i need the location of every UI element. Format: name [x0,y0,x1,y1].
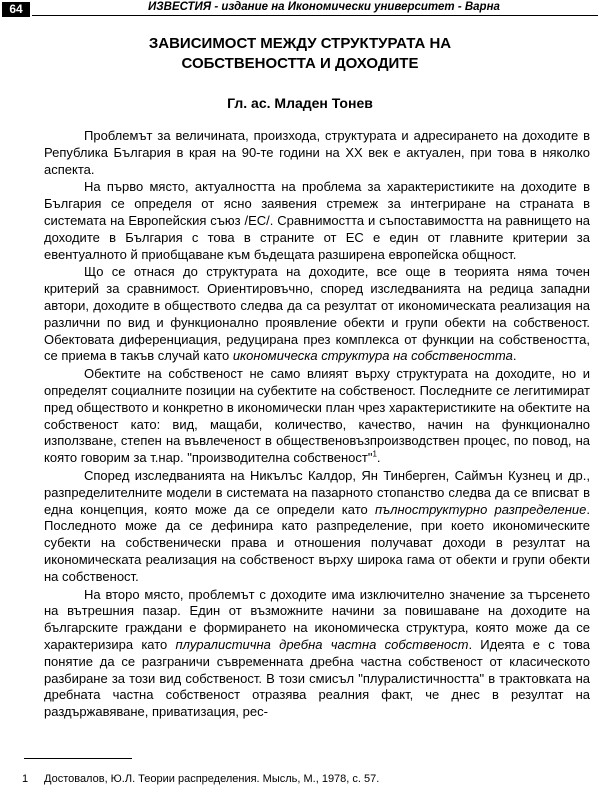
paragraph-4 [44,366,590,467]
paragraph-3 [44,264,590,365]
footnote-number: 1 [22,773,29,785]
footnote-text: Достовалов, Ю.Л. Теории распределения. Мысль, М., 1978, с. 57. [44,773,380,785]
article-title-line-2: СОБСТВЕНОСТТА И ДОХОДИТЕ [181,55,419,72]
paragraph-text-end: . Последното може да се дефинира като разпределение, при което икономическите субекти на собственически права и отношения получават доходи в резултат на икономическата реализация на собственост върху широка гама от обекти и групи обекти на собственост. [44,501,590,584]
emphasis-term: икономическа структура на собствеността [232,348,513,364]
paragraph-text: Обектите на собственост не само влияят върху структурата на доходите, но и определят социалните позиции на субектите на собственост. Последните се легитимират пред обществото и конкретно в икономически план чрез характеристиките на обектите на собственост като: вид, мащаби, количество, качество, начин на функционално използване, степен на въвлеченост в общественовъзпроизводствен процес, по повод, на която говорим за т.нар. "производителна собственост" [44,366,590,466]
page-header [0,0,600,20]
article-author: Гл. ас. Младен Тонев [227,95,373,111]
paragraph-text: Що се отнася до структурата на доходите, все още в теорията няма точен критерий за сравнимост. Ориентировъчно, според изследванията на редица западни автори, доходите в обществото следва да са резултат от икономическата реализация на различни по вид и функционално проявление обекти и групи обекти на собственост. Обектовата диференциация, редуцирана през комплекса от функции на собствеността, се приема в такъв случай като [44,264,590,364]
article-title [0,34,600,74]
running-title: ИЗВЕСТИЯ - издание на Икономически университет - Варна [148,1,500,13]
emphasis-term: плуралистична дребна частна собственост [175,636,469,652]
paragraph-1 [44,128,590,178]
footnote-reference[interactable]: 1 [372,449,377,459]
paragraph-text: На второ място, проблемът с доходите има изключително значение за търсенето на вътрешния пазар. Един от възможните начини за повишаване на доходите на българските граждани е формирането на икономическа структура, която може да се характеризира като [44,586,590,652]
paragraph-6 [44,587,590,721]
paragraph-5 [44,468,590,586]
footnote-rule [24,758,132,759]
paragraph-text-end: . Идеята е с това понятие да се разграничи съвременната дребна частна собственост от класическото разбиране за този вид собственост. В този смисъл "плуралистичността" в трактовката на дребната частна собственост отразява реалния факт, че днес в резултат на раздържавяване, приватизация, рес- [44,636,590,720]
paragraph-text: Проблемът за величината, произхода, структурата и адресирането на доходите в Република България в края на 90-те години на XX век е актуален, при това в няколко аспекта. [44,128,590,177]
article-body [44,128,590,721]
paragraph-text: На първо място, актуалността на проблема за характеристиките на доходите в България се определя от ясно заявения стремеж за интегриране на страната в системата на Европейския съюз /ЕС/. Сравнимостта и съпоставимостта на равнището на доходите в България с това в страните от ЕС е един от главните критерии за евентуалното й приобщаване към бъдещата разширена европейска общност. [44,179,590,262]
header-rule [32,15,598,16]
paragraph-text: Според изследванията на Никълъс Калдор, Ян Тинберген, Саймън Кузнец и др., разпределителните модели в системата на пазарното стопанство следва да се вписват в една концепция, която може да се определи като [44,467,590,517]
paragraph-text-end: . [512,348,517,364]
footnote [22,772,582,786]
page-number: 64 [2,2,30,17]
emphasis-term: пълноструктурно разпределение [374,501,587,517]
paragraph-text-end: . [376,450,381,466]
paragraph-2 [44,179,590,263]
article-title-line-1: ЗАВИСИМОСТ МЕЖДУ СТРУКТУРАТА НА [148,35,452,52]
